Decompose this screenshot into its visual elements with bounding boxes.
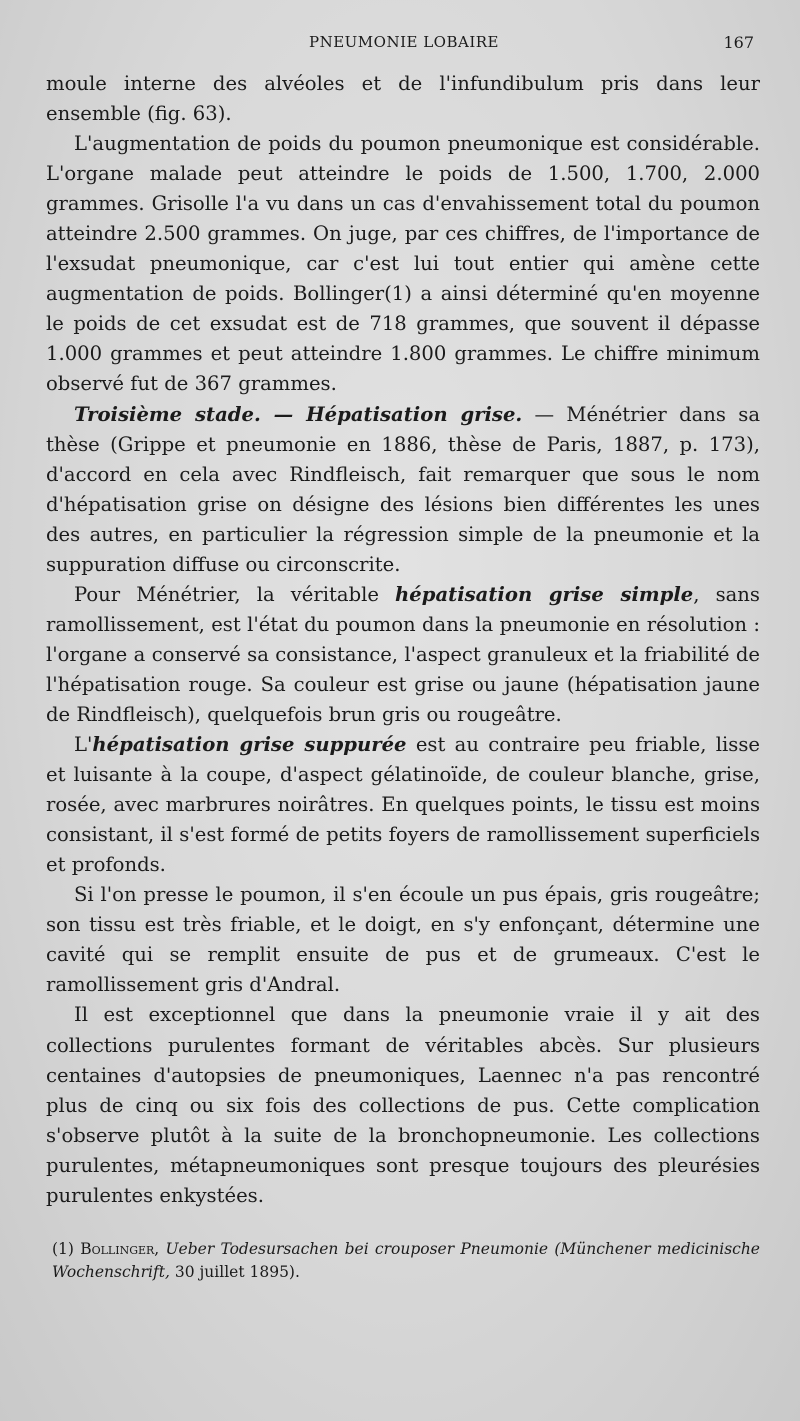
paragraph-abscess: Il est exceptionnel que dans la pneumonie vraie il y ait des collections purulentes formant de véritables abcès. Sur plusieurs centaines d'autopsies de pneumoniques, Laennec n'a pas rencontré plus de cinq ou six fois des collections de pus. Cette complication s'observe plutôt à la suite de la bronchopneumonie. Les collections purulentes, métapneumoniques sont presque toujours des pleurésies purulentes enkystées.	[46, 1003, 760, 1207]
paragraph-third-stage-text: — Ménétrier dans sa thèse (Grippe et pneumonie en 1886, thèse de Paris, 1887, p. 173), d'accord en cela avec Rindfleisch, fait remarquer que sous le nom d'hépatisation grise on désigne des lésions bien différentes les unes des autres, en particulier la régression simple de la pneumonie et la suppuration diffuse ou circonscrite.	[46, 402, 761, 576]
paragraph-menetrier-text-b: , sans ramollissement, est l'état du poumon dans la pneumonie en résolution : l'organe a conservé sa consistance, l'aspect granuleux et la friabilité de l'hépatisation rouge. Sa couleur est grise ou jaune (hépatisation jaune de Rindfleisch), quelquefois brun gris ou rougeâtre.	[46, 582, 760, 726]
section-title-third-stage: Troisième stade. — Hépatisation grise.	[74, 402, 523, 426]
paragraph-suppurated	[46, 730, 760, 880]
footnote-date: 30 juillet 1895).	[169, 1263, 300, 1281]
running-title: PNEUMONIE LOBAIRE	[308, 33, 500, 51]
paragraph-third-stage	[46, 400, 760, 580]
page-header	[48, 33, 760, 57]
term-simple-grey-hepatisation: hépatisation grise simple	[395, 582, 694, 606]
paragraph-continuation: moule interne des alvéoles et de l'infundibulum pris dans leur ensemble (fig. 63).	[46, 72, 760, 126]
footnote-author: Bollinger,	[80, 1240, 160, 1258]
paragraph-menetrier	[46, 580, 760, 730]
page-number: 167	[723, 33, 754, 52]
paragraph-suppurated-text-a: L'	[74, 733, 93, 757]
term-suppurated-grey-hepatisation: hépatisation grise suppurée	[92, 733, 407, 757]
footnote-work: Ueber Todesursachen bei crouposer Pneumonie (Münchener medicinische Wochenschrift,	[52, 1240, 760, 1281]
paragraph-weight: L'augmentation de poids du poumon pneumonique est considérable. L'organe malade peut atteindre le poids de 1.500, 1.700, 2.000 grammes. Grisolle l'a vu dans un cas d'envahissement total du poumon atteindre 2.500 grammes. On juge, par ces chiffres, de l'importance de l'exsudat pneumonique, car c'est lui tout entier qui amène cette augmentation de poids. Bollinger(1) a ainsi déterminé qu'en moyenne le poids de cet exsudat est de 718 grammes, que souvent il dépasse 1.000 grammes et peut atteindre 1.800 grammes. Le chiffre minimum observé fut de 367 grammes.	[46, 132, 760, 396]
paragraph-suppurated-text-b: est au contraire peu friable, lisse et luisante à la coupe, d'aspect gélatinoïde, de couleur blanche, grise, rosée, avec marbrures noirâtres. En quelques points, le tissu est moins consistant, il s'est formé de petits foyers de ramollissement superficiels et profonds.	[46, 733, 760, 877]
footnote	[52, 1238, 760, 1284]
body-text	[46, 69, 760, 1211]
footnote-marker: (1)	[52, 1240, 74, 1258]
paragraph-menetrier-text-a: Pour Ménétrier, la véritable	[74, 582, 396, 606]
paragraph-pressure: Si l'on presse le poumon, il s'en écoule un pus épais, gris rougeâtre; son tissu est très friable, et le doigt, en s'y enfonçant, détermine une cavité qui se remplit ensuite de pus et de grumeaux. C'est le ramollissement gris d'Andral.	[46, 883, 760, 997]
